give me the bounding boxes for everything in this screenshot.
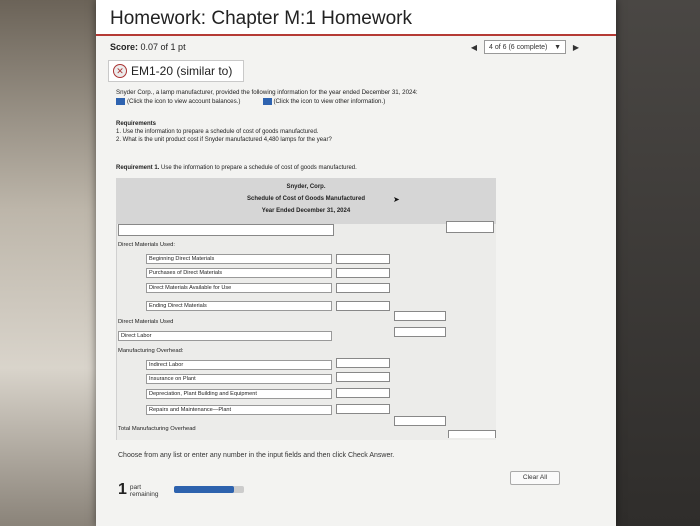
dm-amount-input[interactable] (336, 254, 390, 264)
requirement-item: 1. Use the information to prepare a schedule of cost of goods manufactured. (116, 129, 319, 135)
dm-row-label[interactable]: Direct Materials Available for Use (146, 283, 332, 293)
oh-amount-input[interactable] (336, 358, 390, 368)
link1-text: (Click the icon to view account balances.) (127, 98, 241, 105)
requirement-text: Use the information to prepare a schedule of cost of goods manufactured. (161, 165, 357, 171)
progress-fill (174, 486, 234, 493)
score-value: 0.07 of 1 pt (140, 42, 186, 52)
oh-row-label[interactable]: Depreciation, Plant Building and Equipment (146, 389, 332, 399)
dm-row-label[interactable]: Ending Direct Materials (146, 301, 332, 311)
next-amount-input[interactable] (448, 430, 496, 438)
question-selector[interactable] (484, 40, 566, 54)
parts-text-part: part (129, 484, 142, 491)
clear-all-button[interactable]: Clear All (510, 471, 560, 485)
parts-remaining (118, 482, 158, 498)
schedule-label-select[interactable] (118, 224, 334, 236)
intro-text: Snyder Corp., a lamp manufacturer, provided the following information for the year ended December 31, 2024: (116, 89, 418, 96)
requirement-prompt (116, 165, 357, 171)
dm-row-label[interactable]: Beginning Direct Materials (146, 254, 332, 264)
mouse-cursor-icon: ➤ (393, 195, 400, 204)
schedule-title: Schedule of Cost of Goods Manufactured (246, 196, 365, 202)
oh-amount-input[interactable] (336, 388, 390, 398)
question-title: EM1-20 (similar to) (131, 64, 233, 78)
oh-row-label[interactable]: Insurance on Plant (146, 374, 332, 384)
schedule-amount-input[interactable] (446, 221, 494, 233)
oh-amount-input[interactable] (336, 404, 390, 414)
chevron-down-icon: ▼ (554, 43, 561, 51)
requirement-label: Requirement 1. (116, 165, 160, 171)
schedule-company: Snyder, Corp. (286, 184, 326, 190)
question-title-bar (108, 60, 244, 82)
instruction-text: Choose from any list or enter any number in the input fields and then click Check Answer. (118, 452, 395, 459)
direct-materials-used-heading: Direct Materials Used: (118, 242, 176, 248)
link2-text: (Click the icon to view other information.) (273, 98, 386, 105)
dm-amount-input[interactable] (336, 283, 390, 293)
dm-total-input[interactable] (394, 311, 446, 321)
triangle-left-icon[interactable]: ◀ (470, 42, 478, 52)
schedule-period: Year Ended December 31, 2024 (261, 208, 351, 214)
direct-labor-label[interactable]: Direct Labor (118, 331, 332, 341)
account-balances-link[interactable] (116, 97, 241, 106)
score-label: Score: (110, 42, 139, 52)
requirements (116, 120, 332, 144)
header-bar (96, 0, 616, 36)
requirement-item: 2. What is the unit product cost if Snyder manufactured 4,480 lamps for the year? (116, 137, 332, 143)
table-icon[interactable] (263, 98, 272, 105)
table-icon[interactable] (116, 98, 125, 105)
oh-row-label[interactable]: Repairs and Maintenance—Plant (146, 405, 332, 415)
parts-text-remaining: remaining (129, 491, 159, 498)
parts-number: 1 (118, 481, 127, 498)
total-overhead-input[interactable] (394, 416, 446, 426)
total-mfg-overhead-label: Total Manufacturing Overhead (118, 426, 196, 432)
dm-amount-input[interactable] (336, 301, 390, 311)
schedule-header (116, 178, 496, 224)
requirements-heading: Requirements (116, 121, 157, 127)
question-status: 4 of 6 (6 complete) (489, 43, 548, 51)
problem-intro (116, 88, 516, 106)
partial-credit-icon: ✕ (113, 64, 127, 78)
oh-row-label[interactable]: Indirect Labor (146, 360, 332, 370)
score (110, 42, 186, 52)
question-navigation (468, 40, 582, 54)
direct-materials-used-total: Direct Materials Used (118, 319, 174, 325)
dm-row-label[interactable]: Purchases of Direct Materials (146, 268, 332, 278)
progress-bar (174, 486, 244, 493)
triangle-right-icon[interactable]: ▶ (572, 42, 580, 52)
page-title: Homework: Chapter M:1 Homework (110, 8, 412, 29)
dm-amount-input[interactable] (336, 268, 390, 278)
mfg-overhead-heading: Manufacturing Overhead: (118, 348, 184, 354)
desk-background-left (0, 0, 96, 526)
oh-amount-input[interactable] (336, 372, 390, 382)
other-information-link[interactable] (263, 97, 386, 106)
homework-screen (96, 0, 616, 526)
direct-labor-input[interactable] (394, 327, 446, 337)
